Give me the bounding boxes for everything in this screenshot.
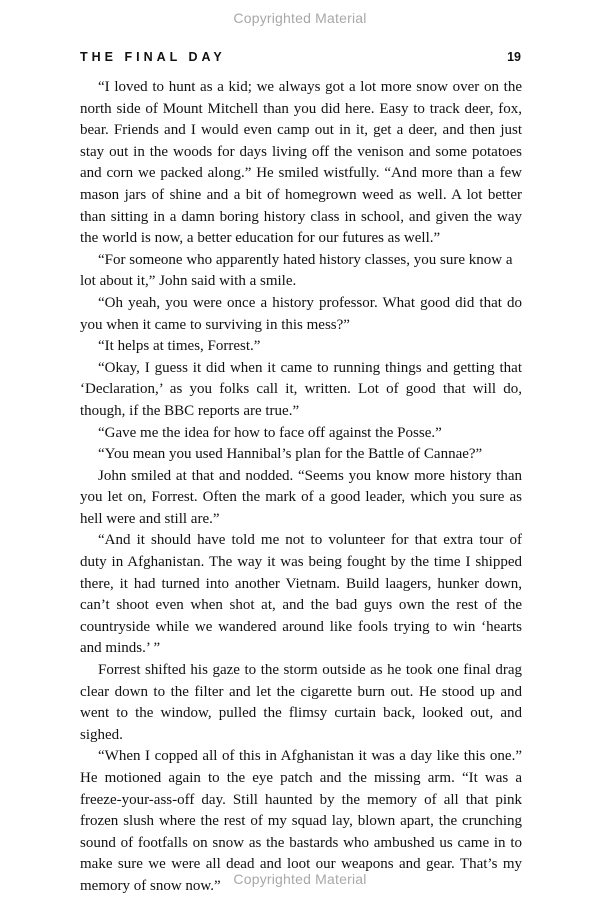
paragraph: “Oh yeah, you were once a history professor. What good did that do you when it came to surviving in this mess?” — [80, 294, 522, 333]
running-head-chapter-title: THE FINAL DAY — [80, 50, 226, 64]
paragraph: Forrest shifted his gaze to the storm outside as he took one final drag clear down to the filter and let the cigarette burn out. He stood up and went to the window, pulled the flimsy curtain back, looked out, and sighed. — [80, 662, 522, 743]
page-number: 19 — [507, 50, 521, 64]
body-text — [80, 77, 522, 898]
paragraph: “For someone who apparently hated history classes, you sure know a lot about it,” John said with a smile. — [80, 251, 513, 290]
copyright-watermark-top: Copyrighted Material — [233, 10, 367, 26]
paragraph: “And it should have told me not to volunteer for that extra tour of duty in Afghanistan. The way it was being fought by the time I shipped there, it had turned into another Vietnam. Build laagers, hunker down, can’t shoot even when shot at, and the bad guys own the rest of the countryside while we wandered around like fools trying to win ‘hearts and minds.’ ” — [80, 532, 522, 657]
paragraph: “Gave me the idea for how to face off against the Posse.” — [98, 424, 442, 441]
paragraph: “When I copped all of this in Afghanistan it was a day like this one.” He motioned again to the eye patch and the missing arm. “It was a freeze-your-ass-off day. Still haunted by the memory of all that pink frozen slush where the rest of my squad lay, blown apart, the crunching sound of footfalls on snow as the bastards who ambushed us came in to make sure we were all dead and loot our weapons and gear. That’s my memory of snow now.” — [80, 748, 522, 894]
paragraph: “I loved to hunt as a kid; we always got a lot more snow over on the north side of Mount Mitchell than you did here. Easy to track deer, fox, bear. Friends and I would even camp out in it, get a deer, and then just stay out in the woods for days living off the venison and some potatoes and corn we packed along.” He smiled wistfully. “And more than a few mason jars of shine and a bit of homegrown weed as well. A lot better than sitting in a damn boring history class in school, and given the way the world is now, a better education for our futures as well.” — [80, 79, 522, 247]
paragraph: John smiled at that and nodded. “Seems you know more history than you let on, Forrest. Often the mark of a good leader, which you sure as hell were and still are.” — [80, 467, 522, 527]
paragraph: “You mean you used Hannibal’s plan for the Battle of Cannae?” — [98, 446, 483, 463]
paragraph: “It helps at times, Forrest.” — [98, 338, 261, 355]
copyright-watermark-bottom: Copyrighted Material — [233, 871, 367, 887]
paragraph: “Okay, I guess it did when it came to running things and getting that ‘Declaration,’ as you folks call it, written. Lot of good that will do, though, if the BBC reports are true.” — [80, 359, 522, 419]
